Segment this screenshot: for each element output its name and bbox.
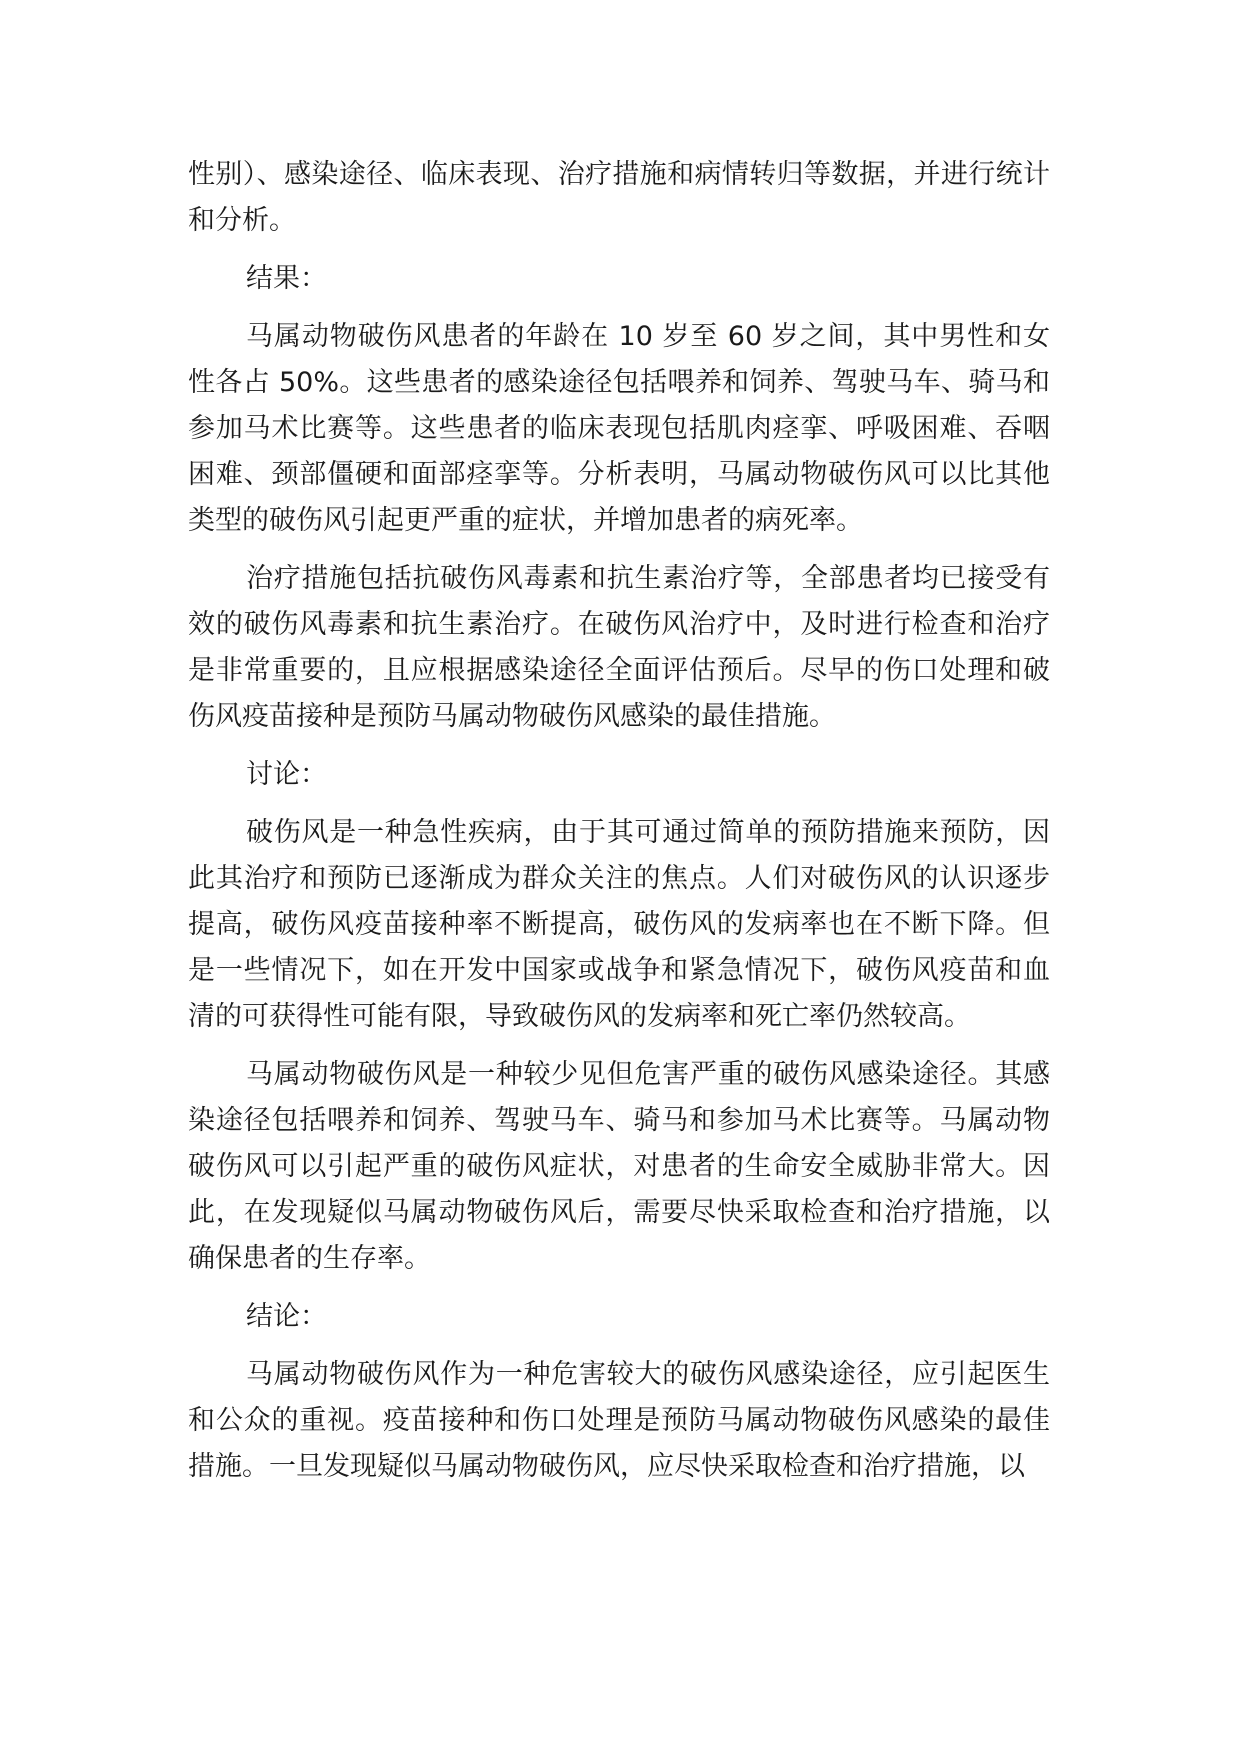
results-heading: 结果： (246, 263, 327, 294)
conclusion-heading: 结论： (246, 1301, 327, 1332)
continued-paragraph: 性别）、感染途径、临床表现、治疗措施和病情转归等数据，并进行统计和分析。 (188, 159, 1050, 236)
results-paragraph-1: 马属动物破伤风患者的年龄在 10 岁至 60 岁之间，其中男性和女性各占 50%。这些患者的感染途径包括喂养和饲养、驾驶马车、骑马和参加马术比赛等。这些患者的临床表现包括肌肉痉挛、呼吸困难、吞咽困难、颈部僵硬和面部痉挛等。分析表明，马属动物破伤风可以比其他类型的破伤风引起更严重的症状，并增加患者的病死率。 (188, 321, 1050, 536)
conclusion-paragraph: 马属动物破伤风作为一种危害较大的破伤风感染途径，应引起医生和公众的重视。疫苗接种和伤口处理是预防马属动物破伤风感染的最佳措施。一旦发现疑似马属动物破伤风，应尽快采取检查和治疗措施，以 (188, 1359, 1050, 1482)
discussion-paragraph-1: 破伤风是一种急性疾病，由于其可通过简单的预防措施来预防，因此其治疗和预防已逐渐成为群众关注的焦点。人们对破伤风的认识逐步提高，破伤风疫苗接种率不断提高，破伤风的发病率也在不断下降。但是一些情况下，如在开发中国家或战争和紧急情况下，破伤风疫苗和血清的可获得性可能有限，导致破伤风的发病率和死亡率仍然较高。 (188, 817, 1050, 1032)
results-paragraph-2: 治疗措施包括抗破伤风毒素和抗生素治疗等，全部患者均已接受有效的破伤风毒素和抗生素治疗。在破伤风治疗中，及时进行检查和治疗是非常重要的，且应根据感染途径全面评估预后。尽早的伤口处理和破伤风疫苗接种是预防马属动物破伤风感染的最佳措施。 (188, 563, 1050, 732)
document-body (188, 152, 1050, 1502)
discussion-heading: 讨论： (246, 759, 327, 790)
discussion-paragraph-2: 马属动物破伤风是一种较少见但危害严重的破伤风感染途径。其感染途径包括喂养和饲养、驾驶马车、骑马和参加马术比赛等。马属动物破伤风可以引起严重的破伤风症状，对患者的生命安全威胁非常大。因此，在发现疑似马属动物破伤风后，需要尽快采取检查和治疗措施，以确保患者的生存率。 (188, 1059, 1050, 1274)
